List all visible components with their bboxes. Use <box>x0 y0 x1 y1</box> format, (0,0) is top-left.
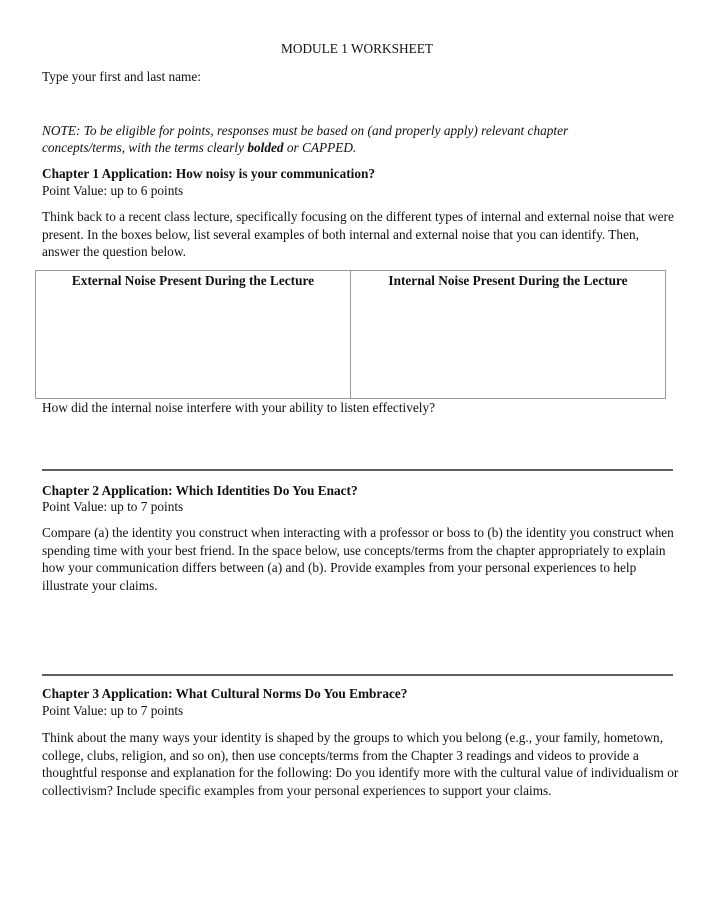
chapter-3-prompt[interactable]: Think about the many ways your identity is shaped by the groups to which you belong (e.g., your family, hometown, college, clubs, religion, and so on), then use concepts/terms from the Chapter 3 readings and videos to provide a thoughtful response and explanation for the following: Do you identify more with the cultural value of individualism or collectivism? Include specific examples from your personal experiences to support your claims. <box>42 730 679 798</box>
note-bold-term: bolded <box>247 140 284 155</box>
chapter-1-heading: Chapter 1 Application: How noisy is your communication? <box>42 166 376 181</box>
internal-noise-cell[interactable] <box>350 271 665 398</box>
eligibility-note <box>42 122 642 156</box>
section-divider-2 <box>42 674 673 676</box>
chapter-2-prompt[interactable]: Compare (a) the identity you construct when interacting with a professor or boss to (b) the identity you construct when spending time with your best friend. In the space below, use concepts/terms from the chapter appropriately to explain how your communication differs between (a) and (b). Provide examples from your personal experiences to help illustrate your claims. <box>42 525 674 593</box>
section-divider-1 <box>42 469 673 471</box>
chapter-1-prompt: Think back to a recent class lecture, specifically focusing on the different types of internal and external noise that were present. In the boxes below, list several examples of both internal and external noise that you can identify. Then, answer the question below. <box>42 209 674 259</box>
chapter-3-heading: Chapter 3 Application: What Cultural Norms Do You Embrace? <box>42 686 408 701</box>
chapter-2-heading: Chapter 2 Application: Which Identities Do You Enact? <box>42 483 358 498</box>
chapter-1-points: Point Value: up to 6 points <box>42 183 184 198</box>
note-prefix: NOTE: To be eligible for points, responses must be based on (and properly apply) relevant chapter concepts/terms, with the terms clearly <box>42 123 569 155</box>
chapter-3-points: Point Value: up to 7 points <box>42 703 184 718</box>
external-noise-header: External Noise Present During the Lecture <box>71 273 315 288</box>
chapter-1-question[interactable]: How did the internal noise interfere with your ability to listen effectively? <box>42 400 436 415</box>
chapter-2-points: Point Value: up to 7 points <box>42 499 184 514</box>
external-noise-cell[interactable] <box>36 271 350 398</box>
note-suffix: or CAPPED. <box>283 140 357 155</box>
name-prompt[interactable]: Type your first and last name: <box>42 69 201 84</box>
noise-table <box>35 270 666 399</box>
page-title: MODULE 1 WORKSHEET <box>281 41 433 56</box>
internal-noise-header: Internal Noise Present During the Lecture <box>388 273 628 288</box>
